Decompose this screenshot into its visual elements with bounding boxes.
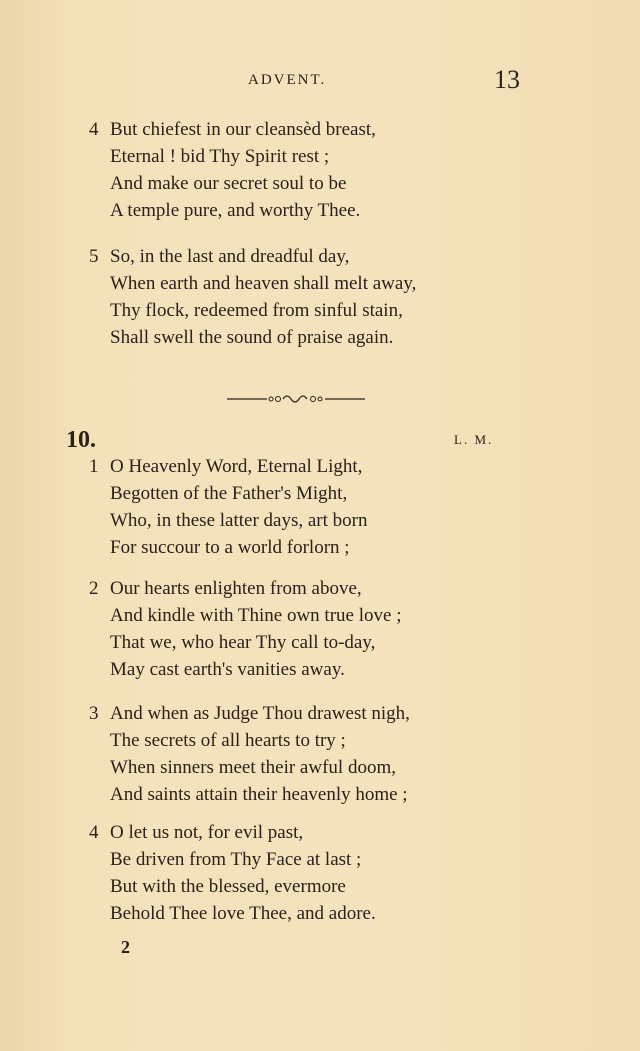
verse-line: O Heavenly Word, Eternal Light, xyxy=(110,456,363,477)
verse-line: May cast earth's vanities away. xyxy=(110,659,345,680)
verse-line: Eternal ! bid Thy Spirit rest ; xyxy=(110,146,330,167)
verse-line: O let us not, for evil past, xyxy=(110,822,304,843)
verse-line: Who, in these latter days, art born xyxy=(110,510,368,531)
verse-line: Behold Thee love Thee, and adore. xyxy=(110,903,376,924)
running-title: ADVENT. xyxy=(248,72,327,88)
hymn-number: 10. xyxy=(66,427,96,453)
signature-mark: 2 xyxy=(121,937,130,957)
stanza-number: 1 xyxy=(89,456,99,477)
verse-line: And make our secret soul to be xyxy=(110,173,347,194)
verse-line: Be driven from Thy Face at last ; xyxy=(110,849,362,870)
page-number: 13 xyxy=(494,65,520,94)
hymn-meter: L. M. xyxy=(454,432,494,447)
verse-line: Thy flock, redeemed from sinful stain, xyxy=(110,300,403,321)
verse-line: So, in the last and dreadful day, xyxy=(110,246,350,267)
ornament-divider-icon xyxy=(227,392,365,406)
stanza-number: 3 xyxy=(89,703,99,724)
verse-line: That we, who hear Thy call to-day, xyxy=(110,632,376,653)
verse-line: And when as Judge Thou drawest nigh, xyxy=(110,703,410,724)
verse-line: For succour to a world forlorn ; xyxy=(110,537,350,558)
running-head xyxy=(0,65,640,96)
verse-line: When earth and heaven shall melt away, xyxy=(110,273,417,294)
verse-line: But with the blessed, evermore xyxy=(110,876,346,897)
verse-line: A temple pure, and worthy Thee. xyxy=(110,200,361,221)
verse-line: And saints attain their heavenly home ; xyxy=(110,784,408,805)
verse-line: Begotten of the Father's Might, xyxy=(110,483,348,504)
verse-line: And kindle with Thine own true love ; xyxy=(110,605,402,626)
verse-line: Shall swell the sound of praise again. xyxy=(110,327,394,348)
stanza-number: 4 xyxy=(89,119,99,140)
stanza-number: 4 xyxy=(89,822,99,843)
verse-line: The secrets of all hearts to try ; xyxy=(110,730,346,751)
verse-line: Our hearts enlighten from above, xyxy=(110,578,362,599)
verse-line: But chiefest in our cleansèd breast, xyxy=(110,119,376,140)
stanza-number: 5 xyxy=(89,246,99,267)
verse-line: When sinners meet their awful doom, xyxy=(110,757,396,778)
stanza-number: 2 xyxy=(89,578,99,599)
